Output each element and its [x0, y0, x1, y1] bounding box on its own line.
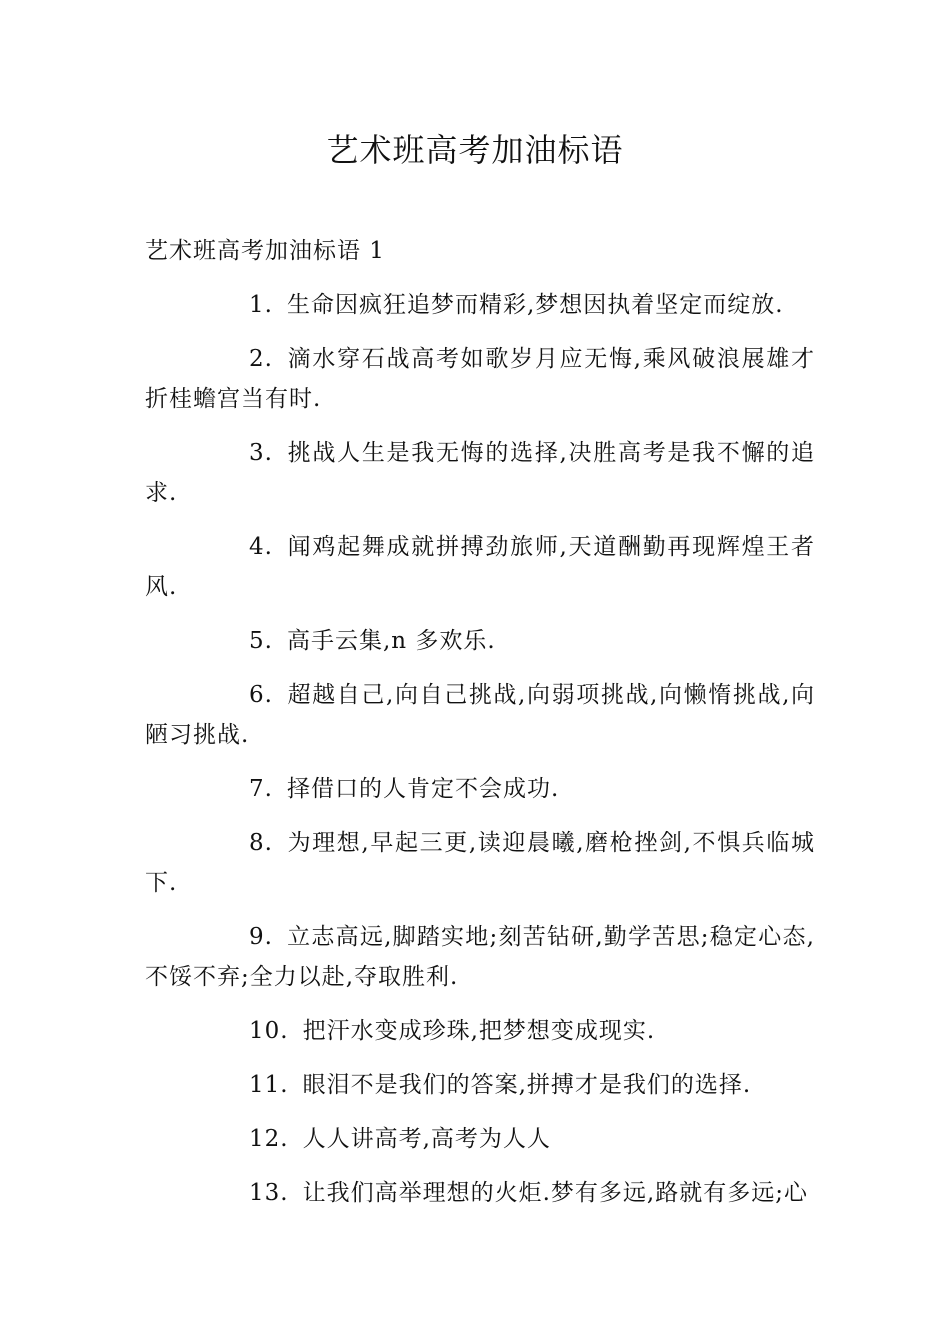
list-item: [145, 433, 815, 513]
item-number: 13.: [249, 1180, 289, 1206]
list-item: [145, 823, 815, 903]
item-number: 2.: [249, 346, 273, 372]
list-item: [145, 339, 815, 419]
item-text: 让我们高举理想的火炬.梦有多远,路就有多远;心: [302, 1180, 808, 1206]
item-text: 高手云集,n 多欢乐.: [286, 628, 496, 654]
item-number: 4.: [249, 534, 273, 560]
item-text: 为理想,早起三更,读迎晨曦,磨枪挫剑,不惧兵临城下.: [145, 830, 815, 896]
item-text: 择借口的人肯定不会成功.: [286, 776, 560, 802]
item-text: 立志高远,脚踏实地;刻苦钻研,勤学苦思;稳定心态,不馁不弃;全力以赴,夺取胜利.: [145, 924, 815, 990]
list-item: [145, 769, 815, 809]
list-item: [145, 285, 815, 325]
item-text: 闻鸡起舞成就拼搏劲旅师,天道酬勤再现辉煌王者风.: [145, 534, 815, 600]
item-text: 眼泪不是我们的答案,拼搏才是我们的选择.: [302, 1072, 752, 1098]
item-number: 8.: [249, 830, 273, 856]
document-body: [145, 231, 815, 1227]
item-number: 10.: [249, 1018, 289, 1044]
list-item: [145, 1011, 815, 1051]
page-title: 艺术班高考加油标语: [326, 131, 624, 169]
item-number: 9.: [249, 924, 273, 950]
item-number: 7.: [249, 776, 273, 802]
list-item: [145, 675, 815, 755]
list-item: [145, 917, 815, 997]
item-number: 12.: [249, 1126, 289, 1152]
item-number: 5.: [249, 628, 273, 654]
item-text: 生命因疯狂追梦而精彩,梦想因执着坚定而绽放.: [286, 292, 784, 318]
list-item: [145, 527, 815, 607]
item-text: 挑战人生是我无悔的选择,决胜高考是我不懈的追求.: [145, 440, 815, 506]
list-item: [145, 1173, 815, 1213]
item-number: 1.: [249, 292, 273, 318]
list-item: [145, 621, 815, 661]
item-text: 把汗水变成珍珠,把梦想变成现实.: [302, 1018, 656, 1044]
list-item: [145, 1119, 815, 1159]
item-text: 人人讲高考,高考为人人: [302, 1126, 551, 1152]
item-text: 超越自己,向自己挑战,向弱项挑战,向懒惰挑战,向陋习挑战.: [145, 682, 815, 748]
item-number: 3.: [249, 440, 273, 466]
item-text: 滴水穿石战高考如歌岁月应无悔,乘风破浪展雄才折桂蟾宫当有时.: [145, 346, 815, 412]
list-item: [145, 1065, 815, 1105]
section-heading: 艺术班高考加油标语 1: [145, 238, 385, 264]
item-number: 6.: [249, 682, 273, 708]
item-number: 11.: [249, 1072, 289, 1098]
